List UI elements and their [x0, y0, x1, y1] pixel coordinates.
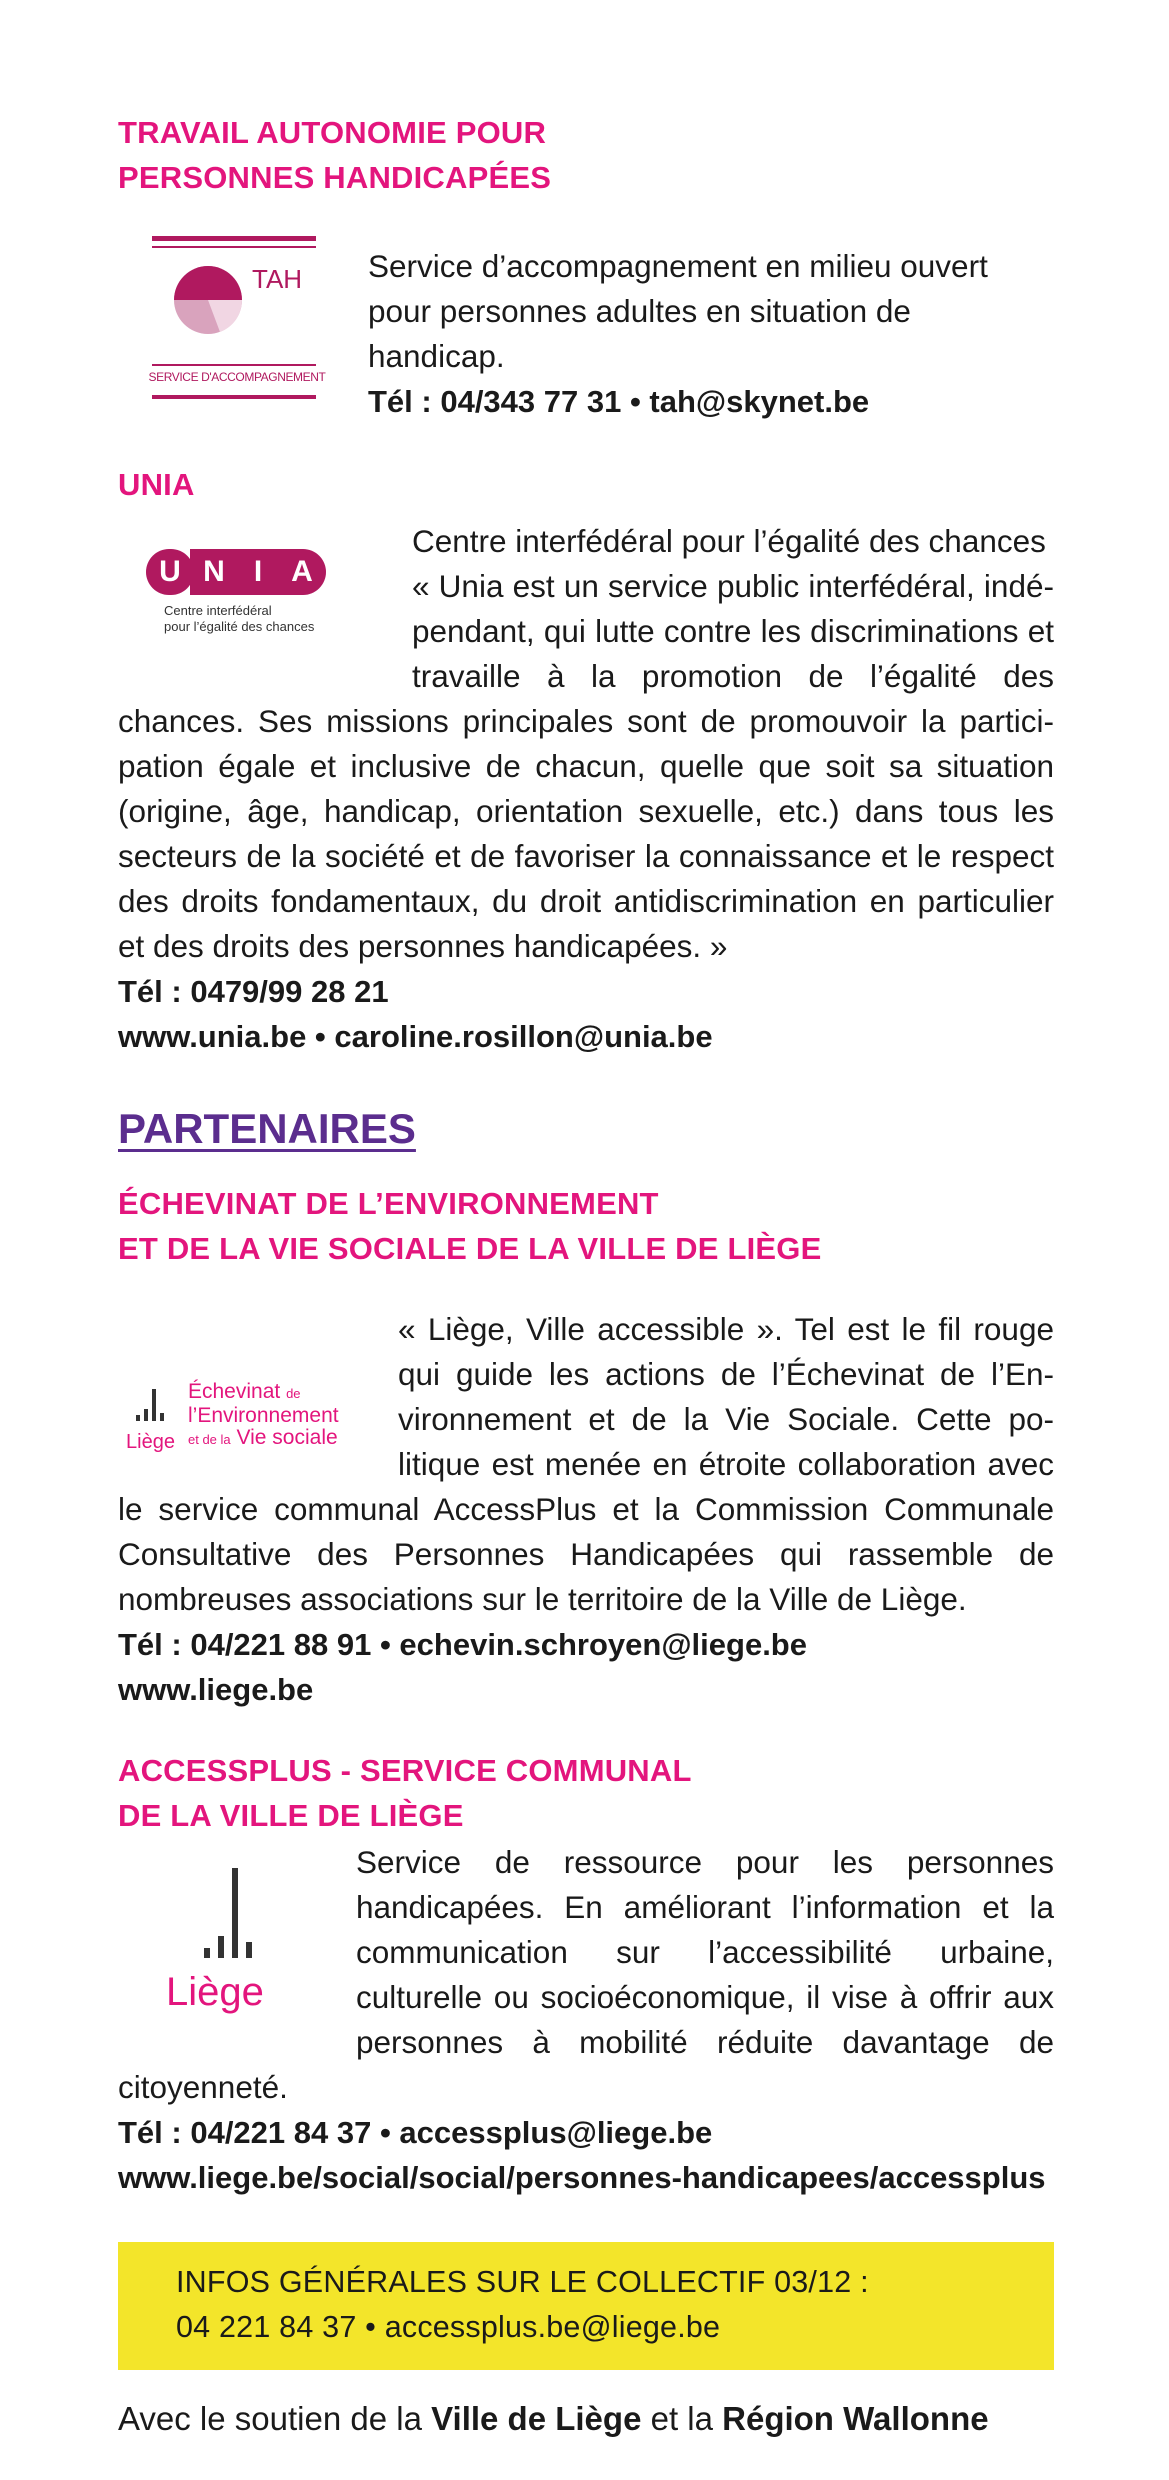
liege-bars-icon — [132, 1385, 172, 1425]
unia-logo-letter-a: A — [278, 549, 326, 595]
accessplus-logo — [166, 1858, 316, 2038]
accessplus-contact: Tél : 04/221 84 37 • accessplus@liege.be — [118, 2115, 713, 2150]
general-info-line1: INFOS GÉNÉRALES SUR LE COLLECTIF 03/12 : — [176, 2265, 869, 2299]
support-ville: Ville de Liège — [431, 2400, 642, 2437]
tah-section — [118, 110, 1054, 424]
tah-title-line2: PERSONNES HANDICAPÉES — [118, 160, 552, 195]
unia-logo — [146, 549, 366, 699]
echevinat-description: « Liège, Ville accessible ». Tel est le fil rouge qui guide les actions de l’Échevinat de l’Environnement et de la Vie Sociale. Cette politique est menée en étroite collaboration avec le service communal AccessPlus et la Commission Communale Consultative des Personnes Handicapées qui rassemble de nombreuses associations sur le territoire de la Ville de Liège. — [118, 1311, 1054, 1617]
echevinat-logo-liege: Liège — [126, 1431, 175, 1453]
liege-city-bars-icon — [198, 1858, 278, 1968]
tah-logo-subtext: SERVICE D'ACCOMPAGNEMENT — [148, 370, 326, 384]
tah-description: Service d’accompagnement en milieu ouvert pour personnes adultes en situation de handicap. — [368, 248, 988, 374]
unia-web-email: www.unia.be • caroline.rosillon@unia.be — [118, 1019, 713, 1054]
unia-phone: Tél : 0479/99 28 21 — [118, 974, 389, 1009]
unia-logo-letter-n: N — [190, 549, 238, 595]
support-region: Région Wallonne — [722, 2400, 989, 2437]
echevinat-section — [118, 1181, 1054, 1712]
unia-section — [118, 462, 1054, 1059]
accessplus-section — [118, 1748, 1054, 2200]
unia-logo-subtitle: Centre interfédéral pour l’égalité des chances — [164, 603, 315, 634]
tah-logo — [146, 234, 328, 406]
tah-title-line1: TRAVAIL AUTONOMIE POUR — [118, 115, 547, 150]
general-info-line2: 04 221 84 37 • accessplus.be@liege.be — [176, 2310, 721, 2344]
tah-logo-text: TAH — [252, 264, 303, 294]
echevinat-title: ÉCHEVINAT DE L’ENVIRONNEMENT ET DE LA VIE SOCIALE DE LA VILLE DE LIÈGE — [118, 1186, 822, 1266]
accessplus-title: ACCESSPLUS - SERVICE COMMUNAL DE LA VILLE DE LIÈGE — [118, 1753, 692, 1833]
support-line: Avec le soutien de la Ville de Liège et la Région Wallonne — [118, 2400, 989, 2437]
unia-logo-letter-i: I — [234, 549, 282, 595]
tah-contact: Tél : 04/343 77 31 • tah@skynet.be — [368, 384, 870, 419]
echevinat-web: www.liege.be — [118, 1672, 314, 1707]
tah-title — [118, 110, 1054, 200]
echevinat-logo-text: Échevinat de l’Environnement et de la Vie sociale — [188, 1380, 339, 1449]
echevinat-logo — [118, 1367, 378, 1477]
accessplus-web: www.liege.be/social/social/personnes-handicapees/accessplus — [118, 2160, 1046, 2195]
unia-description: Centre interfédéral pour l’égalité des chances « Unia est un service public interfédéral, indépendant, qui lutte contre les discriminations et travaille à la promotion de l’égalité des chances. Ses missions principales sont de promouvoir la participation égale et inclusive de chacun, quelle que soit sa situation (origine, âge, handicap, orientation sexuelle, etc.) dans tous les secteurs de la société et de favoriser la connaissance et le respect des droits fondamentaux, du droit antidiscrimination en particulier et des droits des personnes handicapées. » — [118, 523, 1054, 964]
unia-logo-letter-u: U — [146, 549, 194, 595]
partners-heading: PARTENAIRES — [118, 1105, 416, 1152]
echevinat-contact: Tél : 04/221 88 91 • echevin.schroyen@liege.be — [118, 1627, 807, 1662]
general-info-box — [118, 2242, 1054, 2370]
unia-title: UNIA — [118, 467, 195, 502]
accessplus-description: Service de ressource pour les personnes handicapées. En améliorant l’information et la communication sur l’accessibilité urbaine, culturelle ou socioéconomique, il vise à offrir aux personnes à mobilité réduite davantage de citoyenneté. — [118, 1844, 1054, 2105]
accessplus-logo-text: Liège — [166, 1970, 264, 2014]
document-page — [118, 110, 1054, 2441]
